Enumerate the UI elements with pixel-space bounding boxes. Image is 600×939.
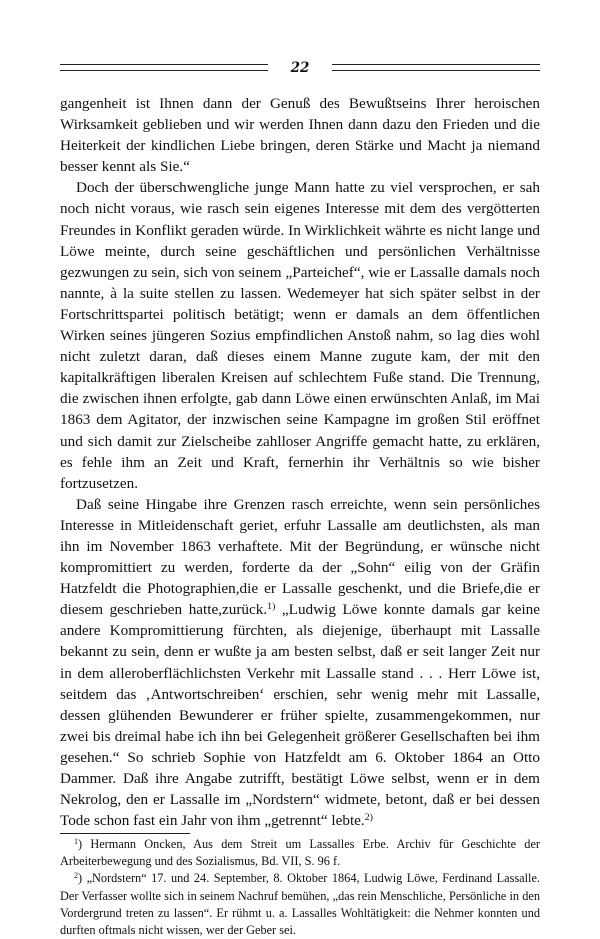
footnote-1 <box>60 836 540 870</box>
paragraph-2: Doch der überschwengliche junge Mann hatte zu viel versprochen, er sah noch nicht voraus, wie rasch sein eigenes Interesse mit dem des vergötterten Freundes in Konflikt geraden würde. In Wirklichkeit währte es nicht lange und Löwe meinte, durch seine geschäftlichen und persönlichen Verhältnisse gezwungen zu sein, sich von seinem „Parteichef“, wie er Lassalle damals noch nannte, à la suite stellen zu lassen. Wedemeyer hat sich später selbst in der Fortschrittspartei politisch betätigt; wenn er damals an dem öffentlichen Wirken seines jüngeren Sozius empfindlichen Anstoß nahm, so lag dies wohl nicht zuletzt daran, daß dieses einem Manne zugute kam, der mit den kapitalkräftigen liberalen Kreisen auf schlechtem Fuße stand. Die Trennung, die zwischen ihnen erfolgte, gab dann Löwe einen erwünschten Anlaß, im Mai 1863 dem Agitator, der inzwischen seine Kampagne im großen Stil eröffnet und sich damit zur Zielscheibe zahlloser Angriffe gemacht hatte, zu erklären, es fehle ihm an Zeit und Kraft, fernerhin ihr Verhältnis so wie bisher fortzusetzen. <box>60 179 540 492</box>
footnote-2 <box>60 870 540 939</box>
running-header <box>60 58 540 78</box>
footnote-2-mark: 2 <box>74 871 78 881</box>
footnote-1-text: ) Hermann Oncken, Aus dem Streit um Lassalles Erbe. Archiv für Geschichte der Arbeiterbewegung und des Sozialismus, Bd. VII, S. 96 f. <box>60 837 540 869</box>
body-text <box>60 93 540 831</box>
footnote-1-mark: 1 <box>74 837 78 847</box>
paragraph-1: gangenheit ist Ihnen dann der Genuß des Bewußtseins Ihrer heroischen Wirksamkeit geblieben und wir werden Ihnen dann dazu den Frieden und die Heiterkeit der kindlichen Liebe bringen, deren Stärke und Macht ja niemand besser kennt als Sie.“ <box>60 95 540 176</box>
paragraph-3-part-2: „Ludwig Löwe konnte damals gar keine andere Kompromittierung fürchten, als diejenige, überhaupt mit Lassalle bekannt zu sein, denn er wußte ja am besten selbst, daß er seit langer Zeit nur in dem alleroberflächlichsten Verkehr mit Lassalle stand . . . Herr Löwe ist, seitdem das ‚Antwortschreiben‘ erschien, sehr wenig mehr mit Lassalle, dessen glühenden Bewunderer er früher spielte, zusammengekommen, nur zwei bis dreimal habe ich ihn bei Gelegenheit größerer Gesellschaften bei ihm gesehen.“ So schrieb Sophie von Hatzfeldt am 6. Oktober 1864 an Otto Dammer. Daß ihre Angabe zutrifft, bestätigt Löwe selbst, wenn er in dem Nekrolog, den er Lassalle im „Nordstern“ widmete, betont, daß er bei dessen Tode schon fast ein Jahr von ihm „getrennt“ lebte. <box>60 601 540 830</box>
header-rule-right <box>332 64 540 71</box>
footnote-ref-2: 2) <box>364 812 373 824</box>
paragraph-3-part-1: Daß seine Hingabe ihre Grenzen rasch erreichte, wenn sein persönliches Interesse in Mitleidenschaft geriet, erfuhr Lassalle am deutlichsten, als man ihn im November 1863 verhaftete. Mit der Begründung, er wünsche nicht kompromittiert zu werden, forderte da der „Sohn“ eilig von der Gräfin Hatzfeldt die Photographien,die er Lassalle geschenkt, und die Briefe,die er diesem geschrieben hatte,zurück. <box>60 495 540 619</box>
footnote-separator <box>60 833 190 834</box>
footnotes <box>60 836 540 939</box>
footnote-ref-1: 1) <box>267 601 276 613</box>
page-number: 22 <box>290 60 310 76</box>
footnote-2-text: ) „Nordstern“ 17. und 24. September, 8. Oktober 1864, Ludwig Löwe, Ferdinand Lassalle. Der Verfasser wollte sich in seinem Nachruf bemühen, „das rein Menschliche, Persönliche in den Vordergrund treten zu lassen“. Er rühmt u. a. Lassalles Wohltätigkeit: die Nehmer konnten und durften oftmals nicht wissen, wer der Geber sei. <box>60 871 540 938</box>
paragraph-3 <box>60 494 540 832</box>
